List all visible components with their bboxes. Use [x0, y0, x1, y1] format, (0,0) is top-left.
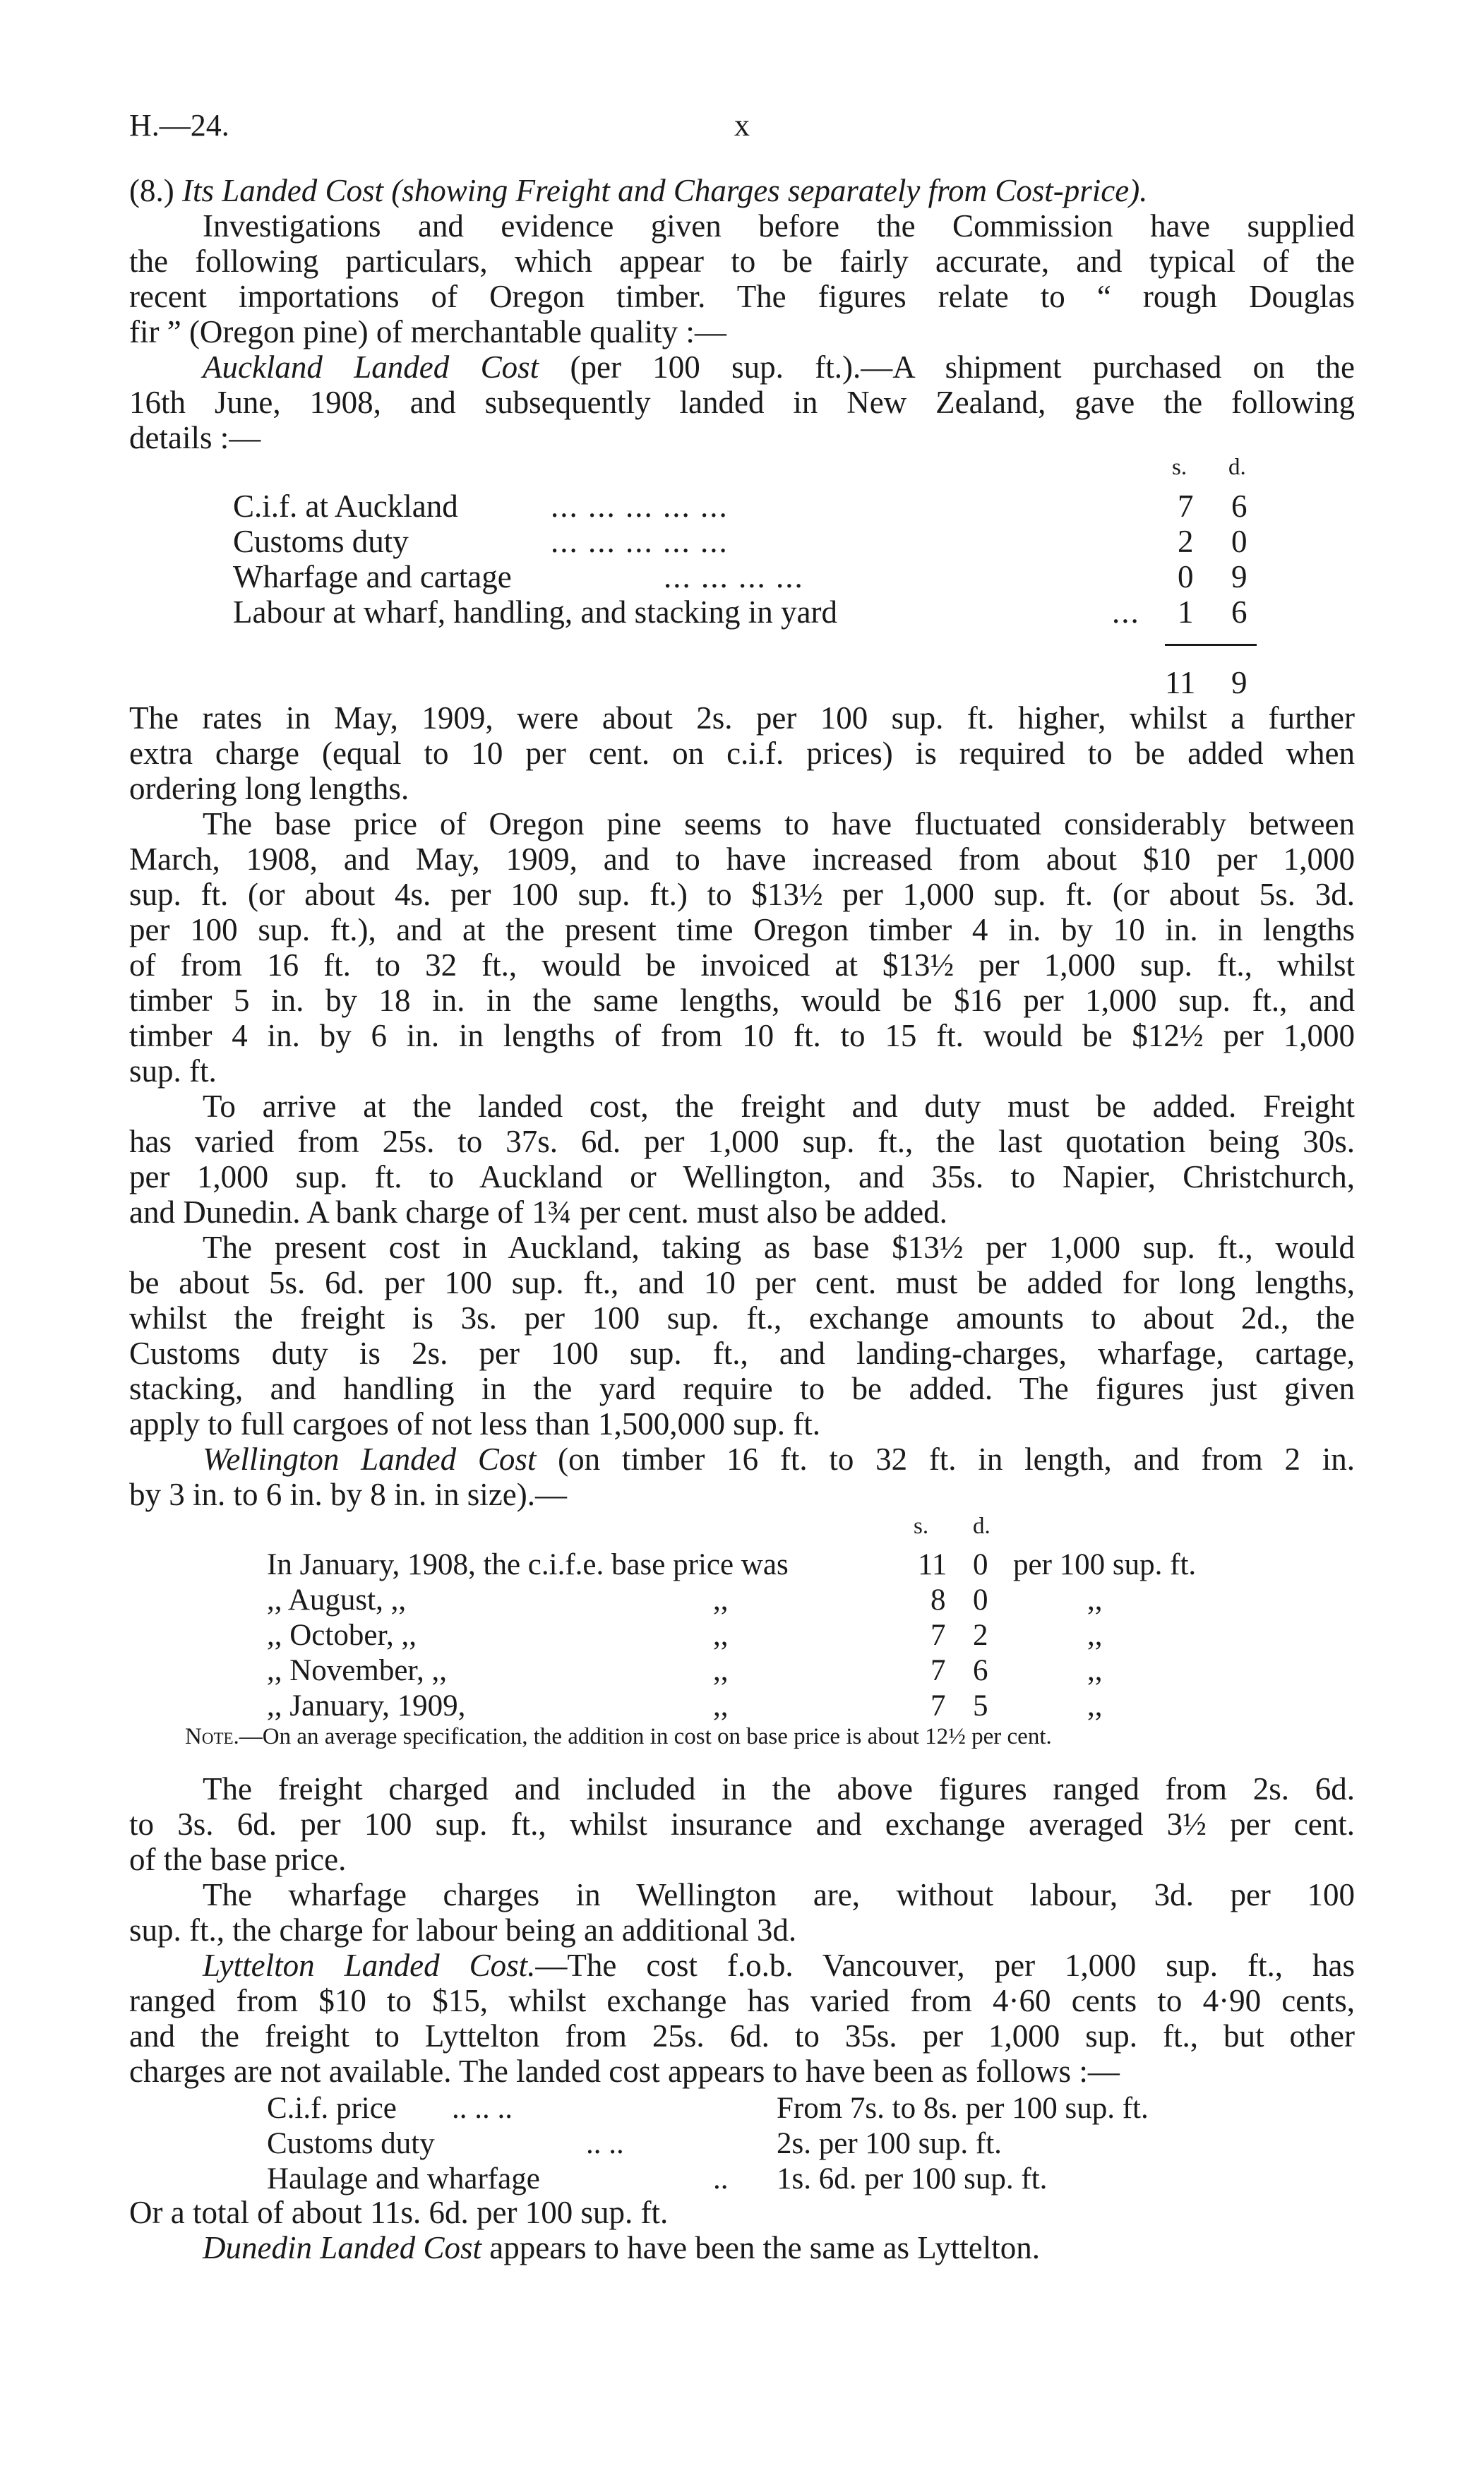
dunedin-label: Dunedin Landed Cost: [203, 2230, 482, 2265]
wellington-s: 7: [931, 1619, 946, 1652]
intro-line: fir ” (Oregon pine) of merchantable quality :—: [129, 314, 726, 349]
wellington-unit: ,,: [1087, 1654, 1103, 1687]
auckland-s: 7: [1178, 489, 1194, 524]
base-price-line: timber 4 in. by 6 in. in lengths of from 10 ft. to 15 ft. would be $12½ per 1,000: [129, 1018, 1355, 1053]
auckland-col-s: s.: [1172, 455, 1187, 480]
wellington-date: In January, 1908, the c.i.f.e. base price was: [267, 1548, 789, 1581]
ditto-mark: ,,: [713, 1654, 729, 1687]
base-price-line: March, 1908, and May, 1909, and to have increased from about $10 per 1,000: [129, 841, 1355, 877]
wharfage-line: The wharfage charges in Wellington are, without labour, 3d. per 100: [203, 1877, 1355, 1912]
wellington-s: 8: [931, 1583, 946, 1617]
page-mark: x: [734, 108, 750, 143]
intro-line: the following particulars, which appear to be fairly accurate, and typical of the: [129, 244, 1355, 279]
freight-charged-line: The freight charged and included in the above figures ranged from 2s. 6d.: [203, 1771, 1355, 1807]
lyttelton-item: C.i.f. price: [267, 2092, 397, 2125]
lyttelton-line: ranged from $10 to $15, whilst exchange has varied from 4·60 cents to 4·90 cents,: [129, 1983, 1355, 2018]
auckland-label: Auckland Landed Cost: [203, 349, 539, 385]
wellington-date: ,, October, ,,: [267, 1619, 417, 1652]
wellington-col-d: d.: [973, 1514, 991, 1539]
rates-line: The rates in May, 1909, were about 2s. per 100 sup. ft. higher, whilst a further: [129, 700, 1355, 736]
wellington-d: 6: [973, 1654, 988, 1687]
auckland-item: Labour at wharf, handling, and stacking in yard: [233, 594, 837, 630]
leader-dots: .. ..: [586, 2127, 624, 2160]
wellington-d: 5: [973, 1689, 988, 1723]
freight-line: To arrive at the landed cost, the freight and duty must be added. Freight: [203, 1089, 1355, 1124]
base-price-line: per 100 sup. ft.), and at the present time Oregon timber 4 in. by 10 in. in lengths: [129, 912, 1355, 947]
wellington-date: ,, January, 1909,: [267, 1689, 466, 1723]
wellington-d: 0: [973, 1548, 988, 1581]
present-cost-line: Customs duty is 2s. per 100 sup. ft., and landing-charges, wharfage, cartage,: [129, 1336, 1355, 1371]
lyttelton-heading-line: [203, 1950, 1355, 1982]
auckland-d: 6: [1231, 489, 1247, 524]
wellington-s: 11: [918, 1548, 947, 1581]
wharfage-line: sup. ft., the charge for labour being an additional 3d.: [129, 1912, 797, 1948]
wellington-unit: ,,: [1087, 1619, 1103, 1652]
base-price-line: timber 5 in. by 18 in. in the same lengths, would be $16 per 1,000 sup. ft., and: [129, 983, 1355, 1018]
wellington-col-s: s.: [914, 1514, 929, 1539]
section-title: Its Landed Cost (showing Freight and Charges separately from Cost-price).: [181, 173, 1148, 208]
lyttelton-total: Or a total of about 11s. 6d. per 100 sup. ft.: [129, 2195, 669, 2230]
base-price-line: The base price of Oregon pine seems to have fluctuated considerably between: [203, 806, 1355, 841]
section-number: (8.): [129, 173, 174, 208]
auckland-d: 9: [1231, 559, 1247, 594]
wellington-date: ,, August, ,,: [267, 1583, 407, 1617]
wellington-label: Wellington Landed Cost: [203, 1442, 537, 1477]
intro-line: recent importations of Oregon timber. The figures relate to “ rough Douglas: [129, 279, 1355, 314]
lyttelton-line: —The cost f.o.b. Vancouver, per 1,000 sup. ft., has: [535, 1948, 1355, 1983]
present-cost-line: apply to full cargoes of not less than 1,500,000 sup. ft.: [129, 1406, 821, 1442]
freight-line: has varied from 25s. to 37s. 6d. per 1,000 sup. ft., the last quotation being 30s.: [129, 1124, 1355, 1159]
dunedin-text: appears to have been the same as Lyttelton.: [481, 2230, 1040, 2265]
lyttelton-line: and the freight to Lyttelton from 25s. 6d. to 35s. per 1,000 sup. ft., but other: [129, 2018, 1355, 2054]
wellington-unit: per 100 sup. ft.: [1013, 1548, 1197, 1581]
present-cost-line: stacking, and handling in the yard require to be added. The figures just given: [129, 1371, 1355, 1406]
leader-dots: ... ... ... ... ...: [551, 489, 729, 524]
ditto-mark: ,,: [713, 1619, 729, 1652]
auckland-s: 0: [1178, 559, 1194, 594]
lyttelton-item: Haulage and wharfage: [267, 2162, 540, 2196]
leader-dots: ... ... ... ...: [664, 559, 804, 594]
auckland-s: 1: [1178, 594, 1194, 630]
lyttelton-label: Lyttelton Landed Cost.: [203, 1948, 536, 1983]
auckland-total-s: 11: [1165, 665, 1196, 700]
lyttelton-line: charges are not available. The landed cost appears to have been as follows :—: [129, 2054, 1120, 2089]
auckland-line: (per 100 sup. ft.).—A shipment purchased on the: [539, 349, 1355, 385]
auckland-col-d: d.: [1228, 455, 1246, 480]
auckland-line: 16th June, 1908, and subsequently landed in New Zealand, gave the following: [129, 385, 1355, 420]
base-price-line: of from 16 ft. to 32 ft., would be invoiced at $13½ per 1,000 sup. ft., whilst: [129, 947, 1355, 983]
wellington-date: ,, November, ,,: [267, 1654, 448, 1687]
ditto-mark: ,,: [713, 1583, 729, 1617]
wellington-unit: ,,: [1087, 1689, 1103, 1723]
auckland-s: 2: [1178, 524, 1194, 559]
present-cost-line: whilst the freight is 3s. per 100 sup. ft., exchange amounts to about 2d., the: [129, 1300, 1355, 1336]
leader-dots: .. .. ..: [452, 2092, 513, 2125]
total-rule: [1165, 644, 1257, 646]
leader-dots: ...: [1112, 594, 1140, 630]
auckland-item: Wharfage and cartage: [233, 559, 512, 594]
freight-charged-line: of the base price.: [129, 1842, 347, 1877]
note-text: —On an average specification, the addition in cost on base price is about 12½ per cent.: [239, 1724, 1052, 1749]
base-price-line: sup. ft.: [129, 1053, 217, 1089]
auckland-item: C.i.f. at Auckland: [233, 489, 458, 524]
intro-line: Investigations and evidence given before the Commission have supplied: [203, 208, 1355, 244]
freight-charged-line: to 3s. 6d. per 100 sup. ft., whilst insurance and exchange averaged 3½ per cent.: [129, 1807, 1355, 1842]
present-cost-line: be about 5s. 6d. per 100 sup. ft., and 10 per cent. must be added for long lengths,: [129, 1265, 1355, 1300]
leader-dots: ... ... ... ... ...: [551, 524, 729, 559]
wellington-unit: ,,: [1087, 1583, 1103, 1617]
freight-line: per 1,000 sup. ft. to Auckland or Wellington, and 35s. to Napier, Christchurch,: [129, 1159, 1355, 1194]
auckland-heading-line: [203, 349, 1355, 385]
lyttelton-value: 1s. 6d. per 100 sup. ft.: [777, 2162, 1048, 2196]
auckland-total-d: 9: [1231, 665, 1247, 700]
base-price-line: sup. ft. (or about 4s. per 100 sup. ft.) to $13½ per 1,000 sup. ft. (or about 5s. 3d.: [129, 877, 1355, 912]
wellington-s: 7: [931, 1689, 946, 1723]
wellington-line: by 3 in. to 6 in. by 8 in. in size).—: [129, 1477, 567, 1512]
wellington-line: (on timber 16 ft. to 32 ft. in length, and from 2 in.: [536, 1442, 1355, 1477]
note-label: Note.: [185, 1724, 239, 1749]
page-code: H.—24.: [129, 108, 229, 143]
section-heading: [129, 175, 1147, 207]
leader-dots: ..: [713, 2162, 729, 2196]
wellington-heading-line: [203, 1444, 1355, 1475]
wellington-note: [185, 1724, 1052, 1750]
freight-line: and Dunedin. A bank charge of 1¾ per cent. must also be added.: [129, 1194, 947, 1230]
auckland-item: Customs duty: [233, 524, 409, 559]
wellington-d: 2: [973, 1619, 988, 1652]
rates-line: extra charge (equal to 10 per cent. on c.i.f. prices) is required to be added when: [129, 736, 1355, 771]
ditto-mark: ,,: [713, 1689, 729, 1723]
present-cost-line: The present cost in Auckland, taking as base $13½ per 1,000 sup. ft., would: [203, 1230, 1355, 1265]
lyttelton-value: From 7s. to 8s. per 100 sup. ft.: [777, 2092, 1149, 2125]
rates-line: ordering long lengths.: [129, 771, 409, 806]
lyttelton-item: Customs duty: [267, 2127, 435, 2160]
wellington-s: 7: [931, 1654, 946, 1687]
auckland-d: 0: [1231, 524, 1247, 559]
auckland-d: 6: [1231, 594, 1247, 630]
dunedin-line: [203, 2232, 1040, 2264]
wellington-d: 0: [973, 1583, 988, 1617]
auckland-line: details :—: [129, 420, 261, 455]
lyttelton-value: 2s. per 100 sup. ft.: [777, 2127, 1002, 2160]
